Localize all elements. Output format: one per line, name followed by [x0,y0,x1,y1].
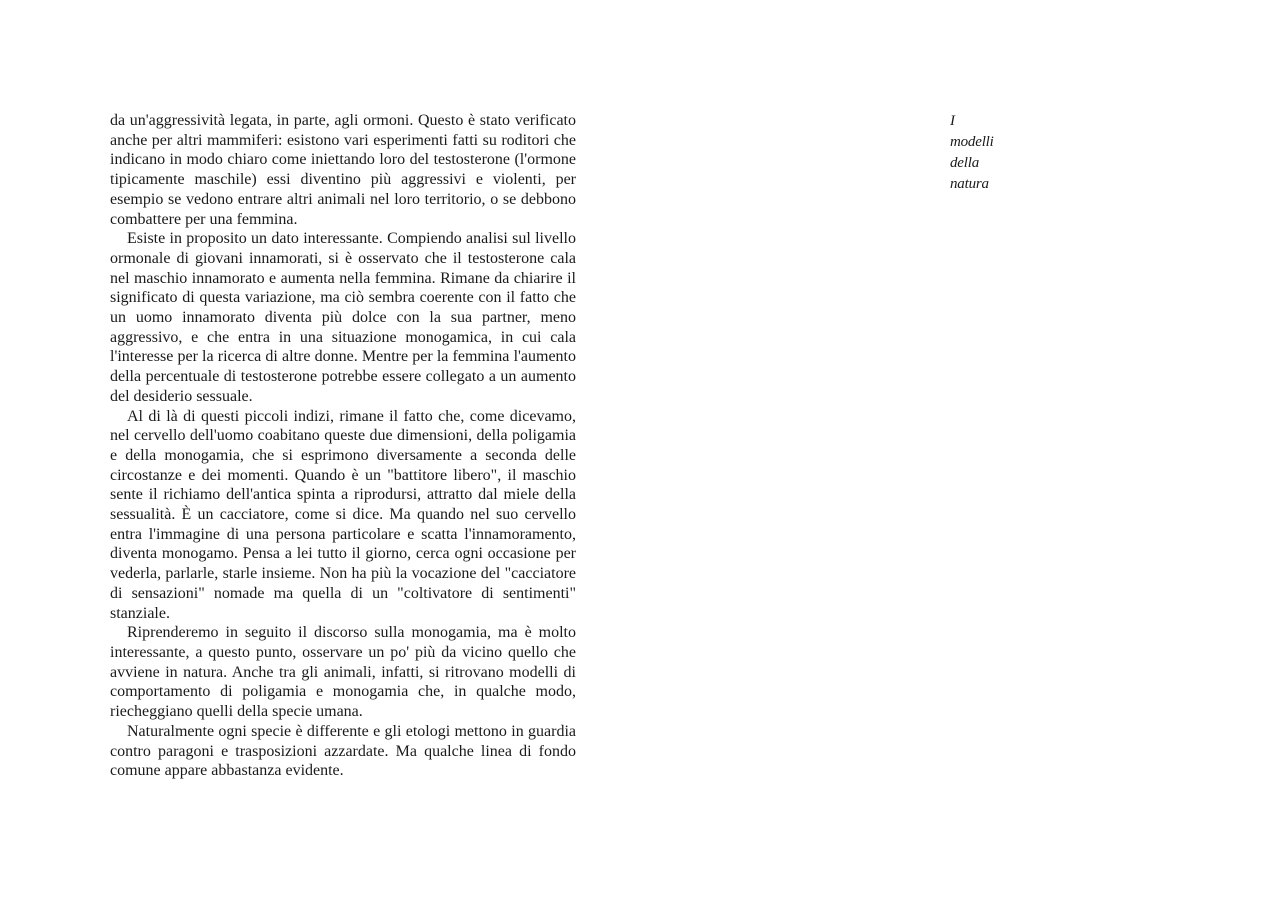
margin-note-line: della [950,155,979,171]
margin-note-line: modelli [950,134,994,150]
paragraph: Riprenderemo in seguito il discorso sulla monogamia, ma è molto interessante, a questo punto, osservare un po' più da vicino quello che avviene in natura. Anche tra gli animali, infatti, si ritrovano modelli di comportamento di poligamia e monogamia che, in qualche modo, riecheggiano quelli della specie umana. [110,624,576,721]
margin-note-line: I [950,113,955,129]
paragraph: Esiste in proposito un dato interessante. Compiendo analisi sul livello ormonale di giovani innamorati, si è osservato che il testosterone cala nel maschio innamorato e aumenta nella femmina. Rimane da chiarire il significato di questa variazione, ma ciò sembra coerente con il fatto che un uomo innamorato diventa più dolce con la sua partner, meno aggressivo, e che entra in una situazione monogamica, in cui cala l'interesse per la ricerca di altre donne. Mentre per la femmina l'aumento della percentuale di testosterone potrebbe essere collegato a un aumento del desiderio sessuale. [110,230,576,405]
margin-note-line: natura [950,176,989,192]
paragraph: Naturalmente ogni specie è differente e gli etologi mettono in guardia contro paragoni e trasposizioni azzardate. Ma qualche linea di fondo comune appare abbastanza evidente. [110,722,576,780]
paragraph-continued: da un'aggressività legata, in parte, agli ormoni. Questo è stato verificato anche per altri mammiferi: esistono vari esperimenti fatti su roditori che indicano in modo chiaro come iniettando loro del testosterone (l'ormone tipicamente maschile) essi diventino più aggressivi e violenti, per esempio se vedono entrare altri animali nel loro territorio, o se debbono combattere per una femmina. [110,112,576,228]
paragraph: Al di là di questi piccoli indizi, rimane il fatto che, come dicevamo, nel cervello dell'uomo coabitano queste due dimensioni, della poligamia e della monogamia, che si esprimono diversamente a seconda delle circostanze e dei momenti. Quando è un "battitore libero", il maschio sente il richiamo dell'antica spinta a riprodursi, attratto dal miele della sessualità. È un cacciatore, come si dice. Ma quando nel suo cervello entra l'immagine di una persona particolare e scatta l'innamoramento, diventa monogamo. Pensa a lei tutto il giorno, cerca ogni occasione per vederla, parlarle, starle insieme. Non ha più la vocazione del "cacciatore di sensazioni" nomade ma quella di un "coltivatore di sentimenti" stanziale. [110,407,576,622]
body-text-column [110,111,576,781]
margin-note [950,111,1030,195]
